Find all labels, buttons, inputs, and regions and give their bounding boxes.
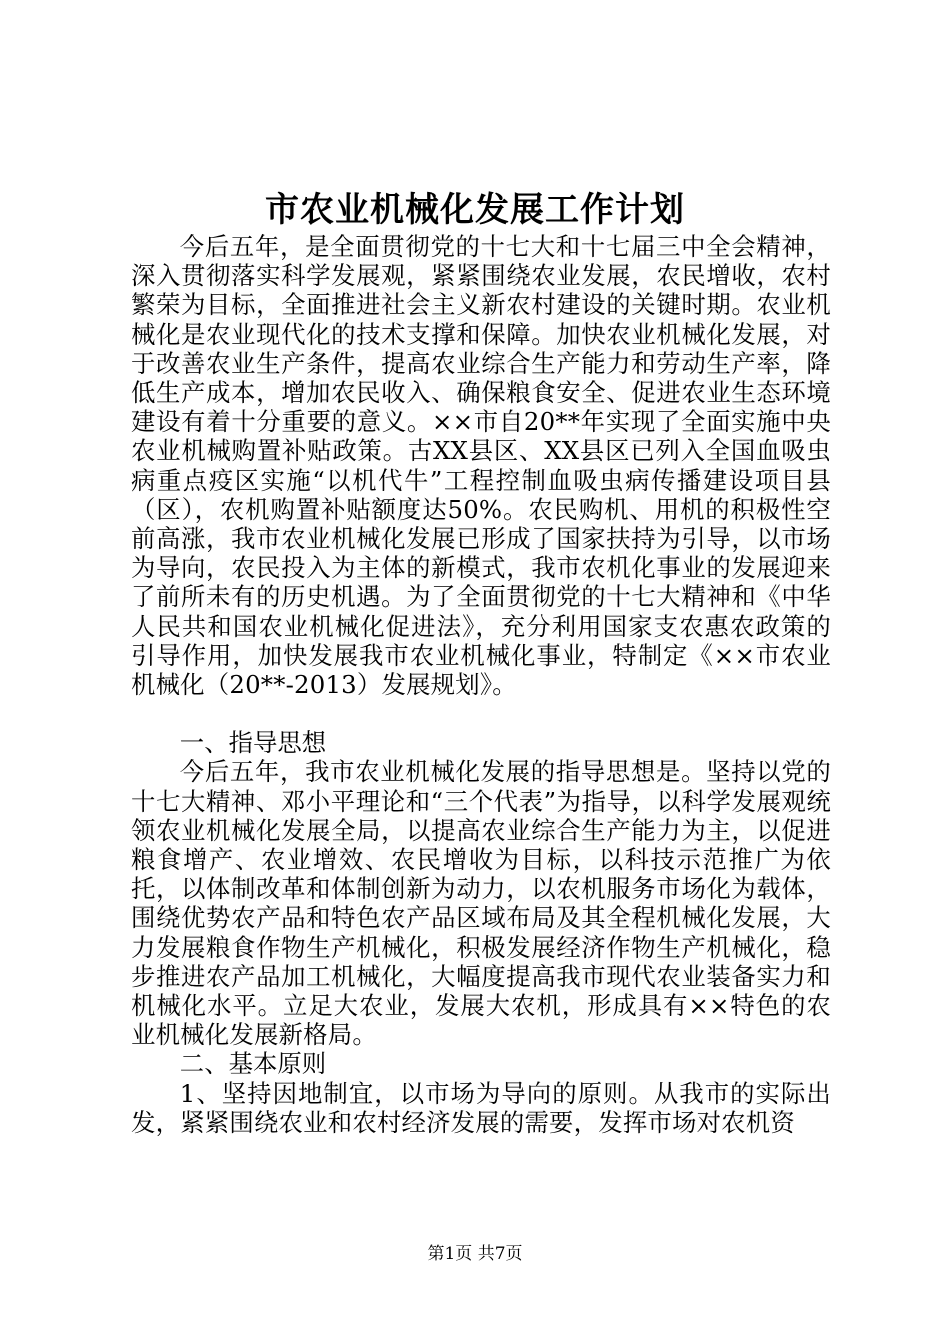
paragraph-spacer: [131, 699, 831, 728]
document-title: 市农业机械化发展工作计划: [265, 190, 685, 230]
section-heading-basic-principles: 二、基本原则: [179, 1049, 327, 1079]
basic-principle-item-1: 1、坚持因地制宜，以市场为导向的原则。从我市的实际出发，紧紧围绕农业和农村经济发展的需要，发挥市场对农机资: [131, 1078, 831, 1137]
guiding-ideology-paragraph: 今后五年，我市农业机械化发展的指导思想是。坚持以党的十七大精神、邓小平理论和“三个代表”为指导，以科学发展观统领农业机械化发展全局，以提高农业综合生产能力为主，以促进粮食增产、农业增效、农民增收为目标，以科技示范推广为依托，以体制改革和体制创新为动力，以农机服务市场化为载体，围绕优势农产品和特色农产品区域布局及其全程机械化发展，大力发展粮食作物生产机械化，积极发展经济作物生产机械化，稳步推进农产品加工机械化，大幅度提高我市现代农业装备实力和机械化水平。立足大农业，发展大农机，形成具有××特色的农业机械化发展新格局。: [131, 757, 831, 1050]
page-footer: 第1页 共7页: [427, 1244, 523, 1264]
document-body: [131, 232, 831, 1137]
intro-paragraph: 今后五年，是全面贯彻党的十七大和十七届三中全会精神，深入贯彻落实科学发展观，紧紧围绕农业发展，农民增收，农村繁荣为目标，全面推进社会主义新农村建设的关键时期。农业机械化是农业现代化的技术支撑和保障。加快农业机械化发展，对于改善农业生产条件，提高农业综合生产能力和劳动生产率，降低生产成本，增加农民收入、确保粮食安全、促进农业生态环境建设有着十分重要的意义。××市自20**年实现了全面实施中央农业机械购置补贴政策。古XX县区、XX县区已列入全国血吸虫病重点疫区实施“以机代牛”工程控制血吸虫病传播建设项目县（区），农机购置补贴额度达50%。农民购机、用机的积极性空前高涨，我市农业机械化发展已形成了国家扶持为引导，以市场为导向，农民投入为主体的新模式，我市农机化事业的发展迎来了前所未有的历史机遇。为了全面贯彻党的十七大精神和《中华人民共和国农业机械化促进法》，充分利用国家支农惠农政策的引导作用，加快发展我市农业机械化事业，特制定《××市农业机械化（20**-2013）发展规划》。: [131, 232, 831, 700]
section-heading-guiding-ideology: 一、指导思想: [179, 728, 327, 758]
